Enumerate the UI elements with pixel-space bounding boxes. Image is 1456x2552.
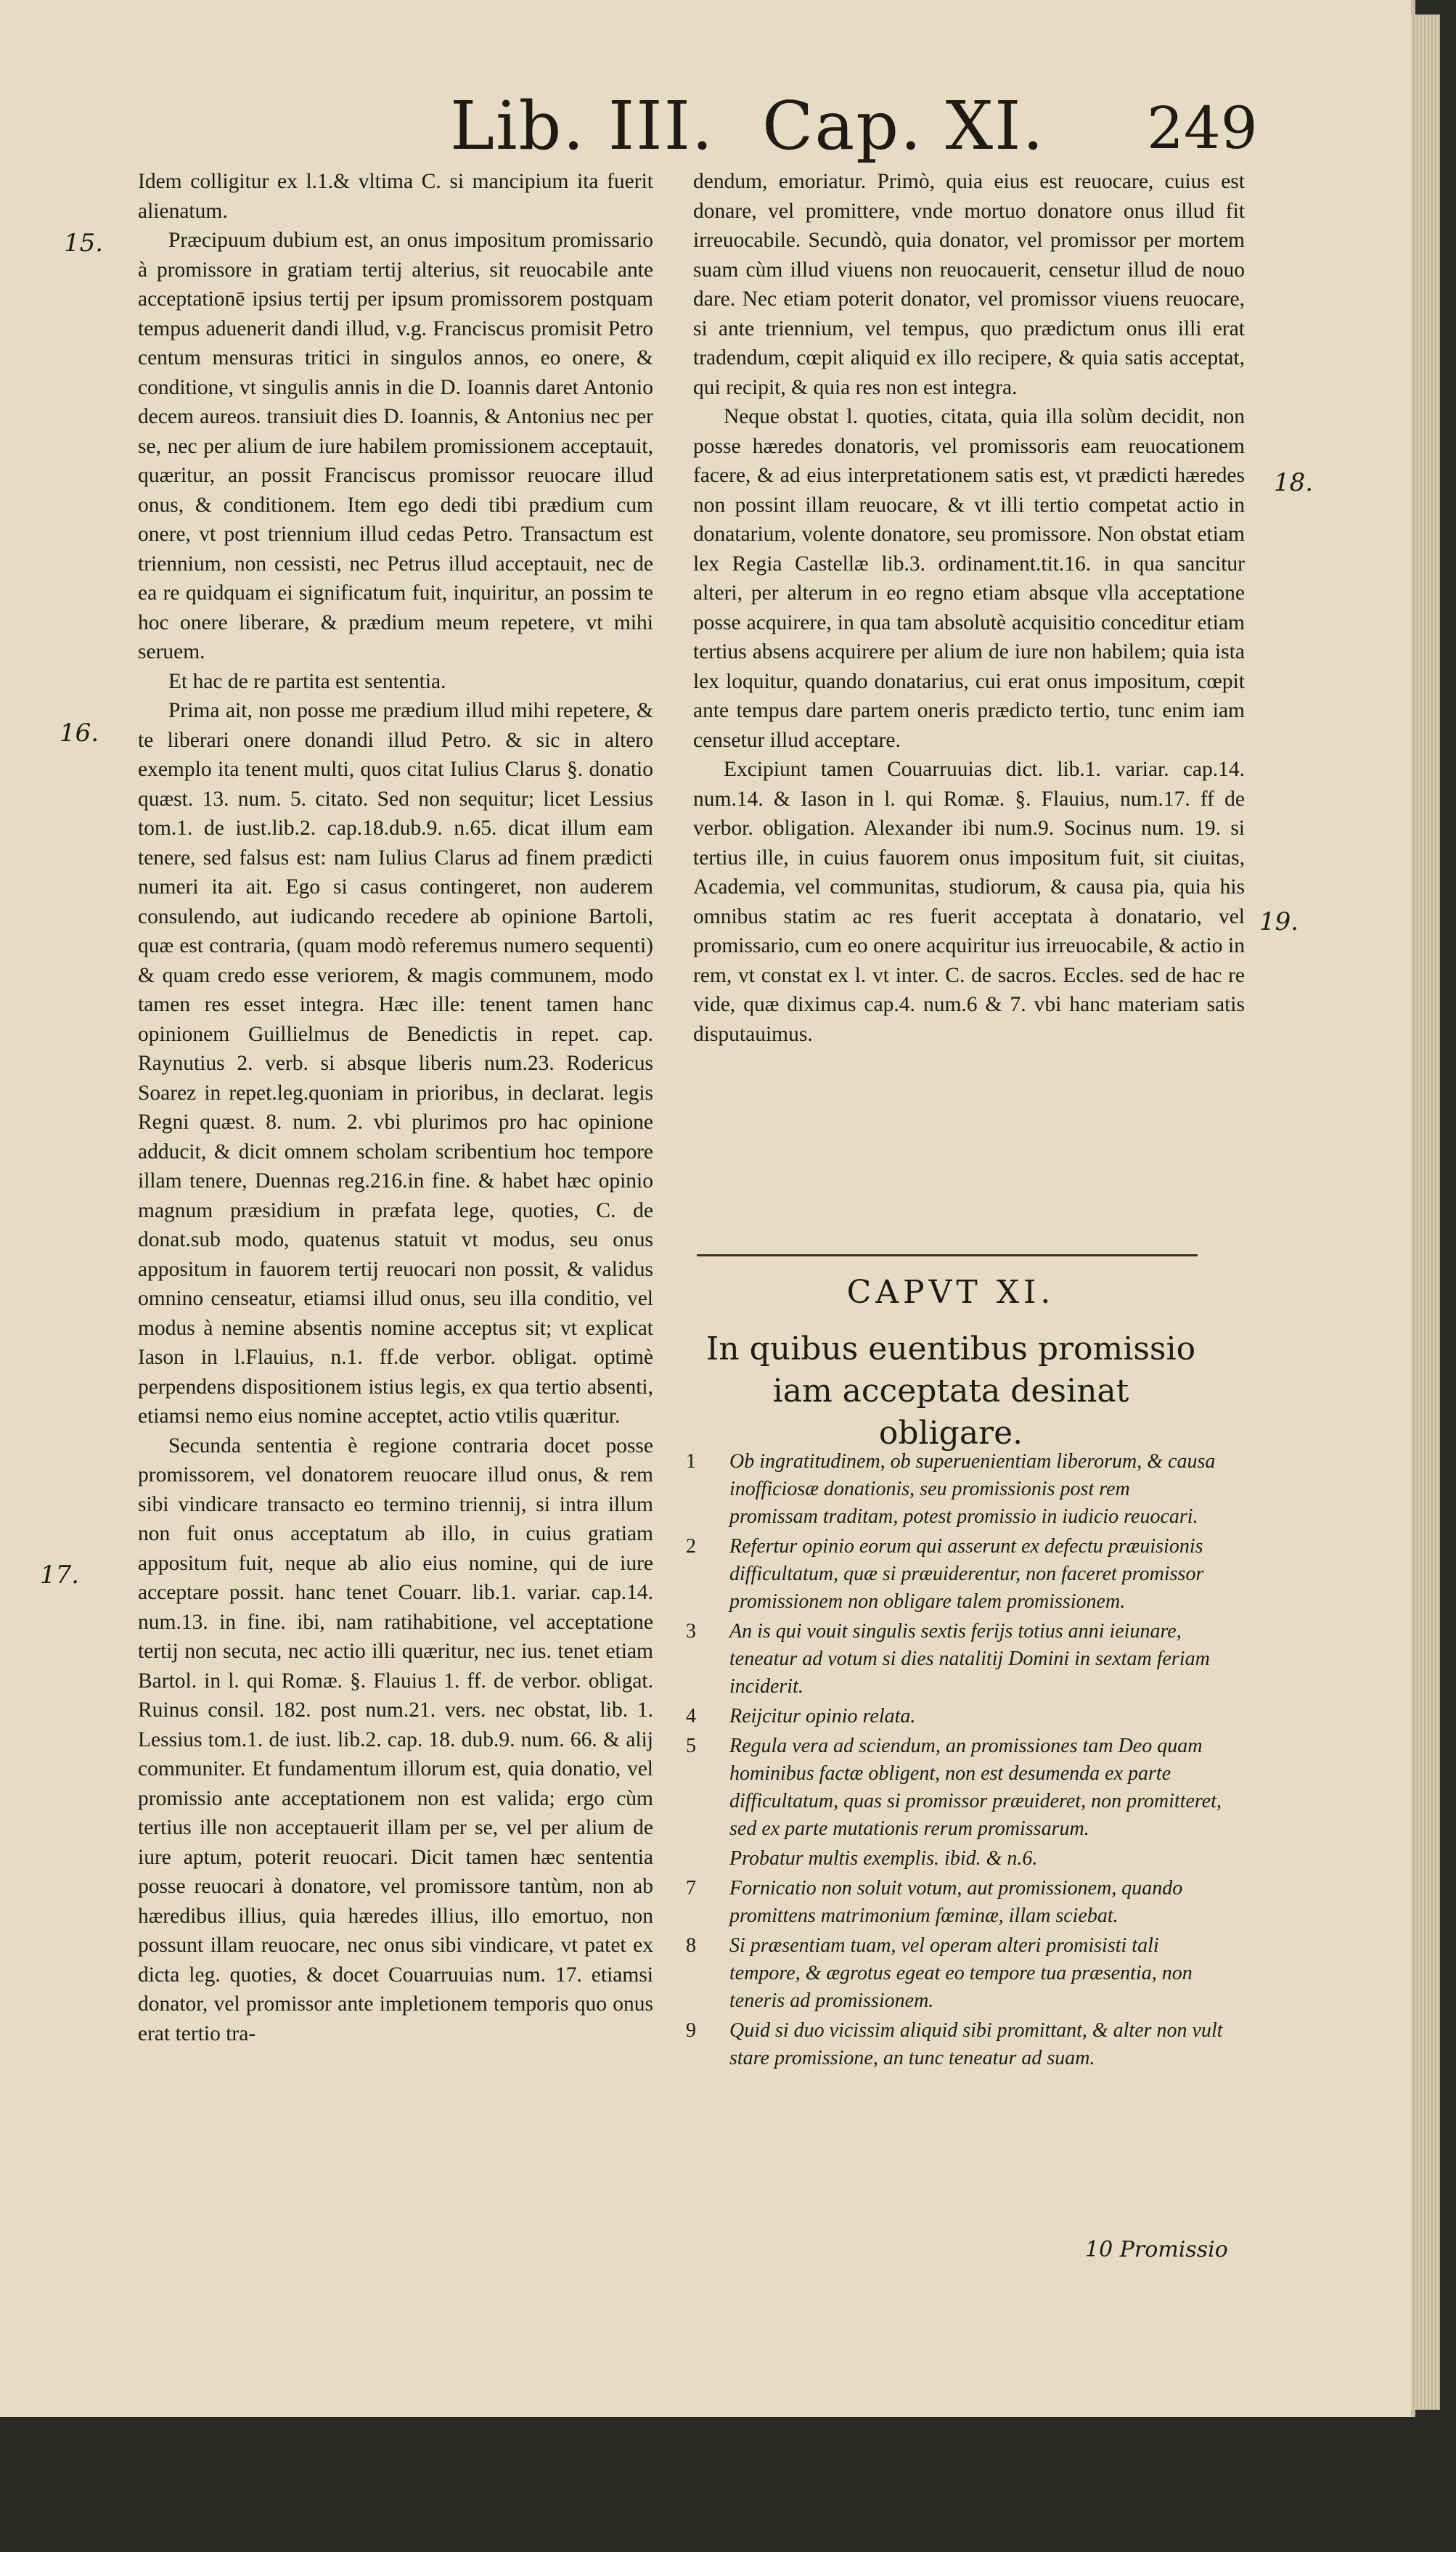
summary-item-number: 7	[686, 1877, 696, 1899]
section-rule	[697, 1254, 1198, 1256]
paragraph: dendum, emoriatur. Primò, quia eius est reuocare, cuius est donare, vel promittere, vnde mortuo donatore onus illud fit irreuocabile. Secundò, quia donator, vel promissor per mortem suam cùm illud viuens non reuocauerit, censetur illud de nouo dare. Nec etiam poterit donator, vel promissor viuens reuocare, si ante triennium, vel tempus, quo prædictum onus illi erat tradendum, cœpit aliquid ex illo recipere, & quia satis acceptat, qui recipit, & quia res non est integra.	[693, 170, 1245, 399]
summary-item	[686, 1533, 1223, 1616]
paragraph: Secunda sententia è regione contraria docet posse promissorem, vel donatorem reuocare illud onus, & rem sibi vindicare transacto eo termino triennij, si intra illum non fuit onus acceptatum ab illo, in cuius gratiam appositum fuit, neque ab alio eius nomine, qui de iure acceptare possit. hanc tenet Couarr. lib.1. variar. cap.14. num.13. in fine. ibi, nam ratihabitione, vel acceptatione tertij non secuta, nec actio illi quæritur, nec ius. tenet etiam Bartol. in l. qui Romæ. §. Flauius 1. ff. de verbor. obligat. Ruinus consil. 182. post num.21. vers. nec obstat, lib. 1. Lessius tom.1. de iust. lib.2. cap. 18. dub.9. num. 66. & alij communiter. Et fundamentum illorum est, quia donatio, vel promissio ante acceptationem non est valida; ergo cùm tertius ille non acceptauerit illam per se, vel per alium de iure aptum, poterit reuocari. Dicit tamen hæc sententia posse reuocari à donatore, vel promissore tantùm, non ab hæredibus illius, quia hæredes illius, illo emortuo, non possunt illam reuocare, nec onus sibi vindicare, vt patet ex dicta leg. quoties, & docet Couarruuias num. 17. etiamsi donator, vel promissor ante impletionem temporis quo onus erat tertio tra-	[138, 1434, 653, 2045]
chapter-heading: CAPVT XI.	[846, 1274, 1055, 1311]
catchword: 10 Promissio	[1085, 2237, 1228, 2262]
left-column	[138, 167, 653, 2048]
paragraph: Præcipuum dubium est, an onus impositum promissario à promissore in gratiam tertij alterius, sit reuocabile ante acceptationē ipsius tertij per ipsum promissorem postquam tempus aduenerit dandi illud, v.g. Franciscus promisit Petro centum mensuras tritici in singulos annos, eo onere, & conditione, vt singulis annis in die D. Ioannis daret Antonio decem aureos. transiuit dies D. Ioannis, & Antonius nec per se, nec per alium de iure habilem promissionem acceptauit, quæritur, an possit Franciscus promissor reuocare illud onus, & conditionem. Item ego dedi tibi prædium cum onere, vt post triennium illud cedas Petro. Transactum est triennium, non cessisti, nec Petrus illud acceptauit, nec de ea re quidquam ei significatum fuit, inquiritur, an possim te hoc onere liberare, & prædium meum repetere, vt mihi seruem.	[138, 229, 653, 663]
summary-item-number: 1	[686, 1450, 696, 1473]
margin-number-19: 19.	[1259, 907, 1299, 936]
summary-item-text: Refertur opinio eorum qui asserunt ex defectu præuisionis difficultatum, quæ si præuiderentur, non faceret promissor promissionem non obligare talem promissionem.	[729, 1535, 1204, 1613]
margin-number-15: 15.	[64, 229, 104, 258]
summary-item-text: Fornicatio non soluit votum, aut promissionem, quando promittens matrimonium fœminæ, illam sciebat.	[729, 1877, 1183, 1927]
margin-number-17: 17.	[40, 1561, 80, 1590]
chapter-summary	[686, 1448, 1223, 2074]
summary-item-text: Reijcitur opinio relata.	[729, 1705, 916, 1727]
summary-item	[686, 1733, 1223, 1843]
summary-item	[686, 1875, 1223, 1930]
right-column	[693, 167, 1245, 1049]
background-strip	[0, 2417, 1456, 2552]
summary-item-number: 2	[686, 1535, 696, 1558]
summary-item-text: Probatur multis exemplis. ibid. & n.6.	[729, 1847, 1038, 1870]
summary-item	[686, 1618, 1223, 1701]
summary-item	[686, 1703, 1223, 1730]
summary-item-text: Quid si duo vicissim aliquid sibi promittant, & alter non vult stare promissione, an tunc teneatur ad suam.	[729, 2019, 1223, 2069]
summary-item-number: 5	[686, 1735, 696, 1757]
paragraph: Idem colligitur ex l.1.& vltima C. si mancipium ita fuerit alienatum.	[138, 170, 653, 223]
page-edge	[1411, 15, 1440, 2410]
summary-item-number: 3	[686, 1620, 696, 1643]
summary-item-number: 9	[686, 2019, 696, 2042]
summary-item	[686, 1448, 1223, 1531]
page-number: 249	[1147, 94, 1258, 162]
summary-item-text: An is qui vouit singulis sextis ferijs totius anni ieiunare, teneatur ad votum si dies natalitij Domini in sextam feriam inciderit.	[729, 1620, 1210, 1698]
paragraph: Prima ait, non posse me prædium illud mihi repetere, & te liberari onere donandi illud Petro. & sic in altero exemplo ita tenent multi, quos citat Iulius Clarus §. donatio quæst. 13. num. 5. citato. Sed non sequitur; licet Lessius tom.1. de iust.lib.2. cap.18.dub.9. n.65. dicat illum eam tenere, sed falsus est: nam Iulius Clarus ad finem prædicti numeri ita ait. Ego si casus contingeret, non auderem consulendo, aut iudicando recedere ab opinione Bartoli, quæ est contraria, (quam modò referemus numero sequenti) & quam credo esse veriorem, & magis communem, modo tamen res esset integra. Hæc ille: tenent tamen hanc opinionem Guillielmus de Benedictis in repet. cap. Raynutius 2. verb. si absque liberis num.23. Rodericus Soarez in repet.leg.quoniam in prioribus, in declarat. legis Regni quæst. 8. num. 2. vbi plurimos pro hac opinione adducit, & dicit omnem scholam scribentium hoc tempore illam tenere, Duennas reg.216.in fine. & habet hæc opinio magnum præsidium in præfata lege, quoties, C. de donat.sub modo, quatenus statuit vt modus, seu onus appositum in fauorem tertij reuocari non possit, & validus omnino censeatur, etiamsi illud onus, seu illa conditio, vel modus à nemine absentis nomine acceptus sit; vt explicat Iason in l.Flauius, n.1. ff.de verbor. obligat. optimè perpendens dispositionem istius legis, ex qua tertio absenti, etiamsi nemo eius nomine acceptet, actio vtilis quæritur.	[138, 699, 653, 1428]
margin-number-16: 16.	[60, 719, 99, 748]
paragraph: Et hac de re partita est sententia.	[168, 669, 446, 693]
chapter-title: In quibus euentibus promissio iam acceptata desinat obligare.	[705, 1330, 1196, 1452]
chapter-number: Cap. XI.	[762, 87, 1045, 165]
summary-item-text: Regula vera ad sciendum, an promissiones tam Deo quam hominibus factæ obligent, non est desumenda ex parte difficultatum, quas si promissor præuideret, non promitteret, sed ex parte mutationis rerum promissarum.	[729, 1735, 1222, 1840]
running-header	[0, 87, 1411, 167]
summary-item-number: 4	[686, 1705, 696, 1727]
summary-item	[686, 1845, 1223, 1873]
summary-item-number: 8	[686, 1934, 696, 1957]
book-number: Lib. III.	[450, 87, 715, 165]
paragraph: Excipiunt tamen Couarruuias dict. lib.1. variar. cap.14. num.14. & Iason in l. qui Romæ. §. Flauius, num.17. ff de verbor. obligation. Alexander ibi num.9. Socinus num. 19. si tertius ille, in cuius fauorem onus impositum fuit, sit ciuitas, Academia, vel communitas, studiorum, & causa pia, quia his omnibus statim ac res fuerit acceptata à donatario, vel promissario, cum eo onere acquiritur ius irreuocabile, & actio in rem, vt constat ex l. vt inter. C. de sacros. Eccles. sed de hac re vide, quæ diximus cap.4. num.6 & 7. vbi hanc materiam satis disputauimus.	[693, 758, 1245, 1046]
summary-item-text: Si præsentiam tuam, vel operam alteri promisisti tali tempore, & ægrotus egeat eo tempore tua præsentia, non teneris ad promissionem.	[729, 1934, 1193, 2012]
summary-item-text: Ob ingratitudinem, ob superuenientiam liberorum, & causa inofficiosæ donationis, seu promissionis post rem promissam traditam, potest promissio in iudicio reuocari.	[729, 1450, 1216, 1528]
summary-item	[686, 1932, 1223, 2015]
paragraph: Neque obstat l. quoties, citata, quia illa solùm decidit, non posse hæredes donatoris, vel promissoris eam reuocationem facere, & ad eius interpretationem satis est, vt prædicti hæredes non possint illam reuocare, & vt illi tertio competat actio in donatarium, volente donatore, seu promissore. Non obstat etiam lex Regia Castellæ lib.3. ordinament.tit.16. in qua sancitur alteri, per alterum in eo regno etiam absque vlla acceptatione posse acquirere, in qua tam absolutè acquisitio conceditur etiam tertius absens acquirere per alium de iure non habilem; quia ista lex loquitur, quando donatarius, cui erat onus impositum, cœpit ante tempus dare partem oneris prædicto tertio, tunc enim iam censetur illud acceptare.	[693, 405, 1245, 752]
margin-number-18: 18.	[1274, 468, 1314, 497]
summary-item	[686, 2017, 1223, 2072]
